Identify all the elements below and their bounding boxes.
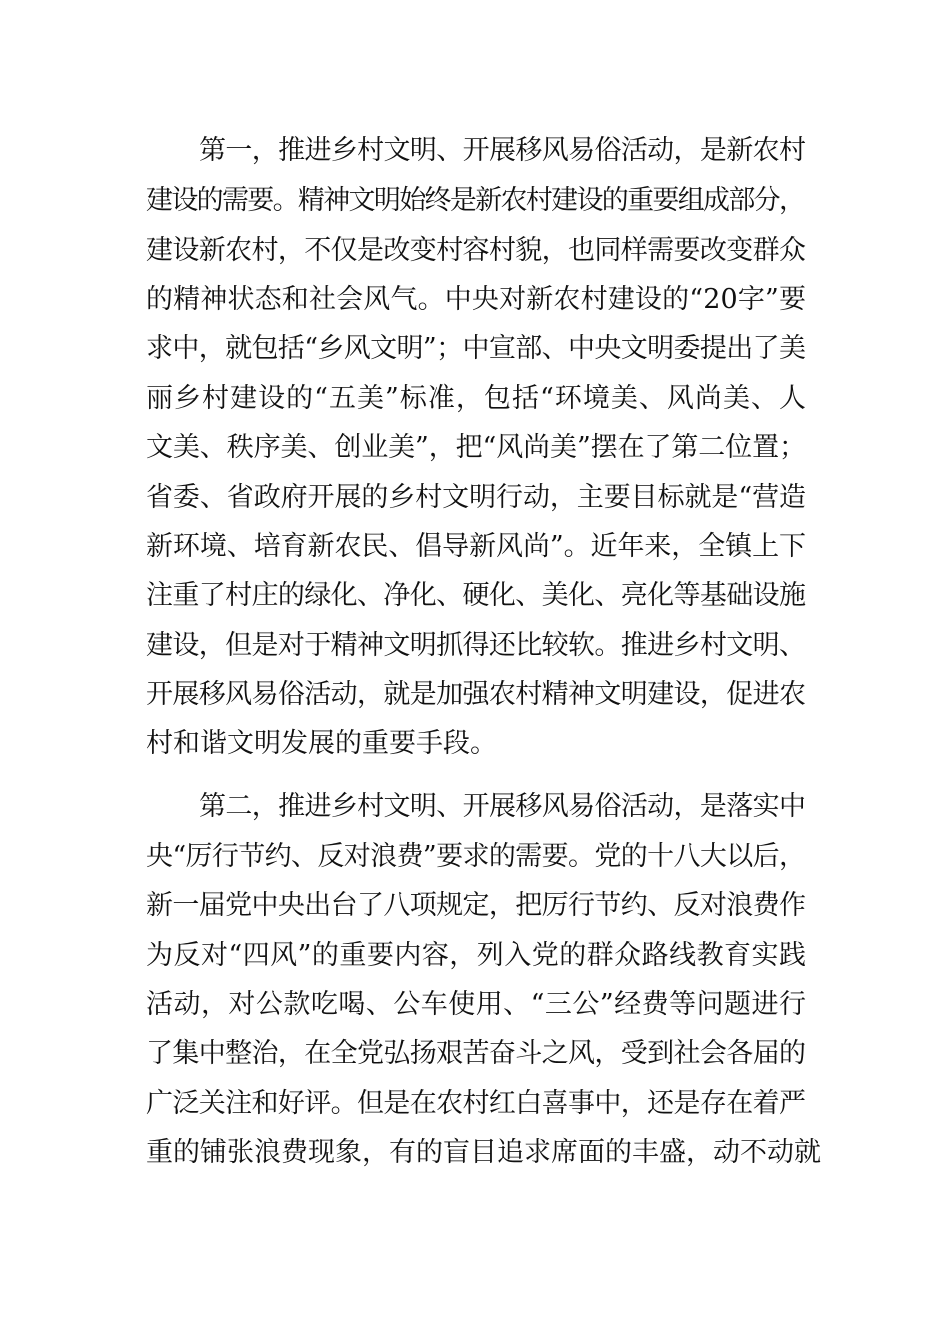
text-line: 重的铺张浪费现象，有的盲目追求席面的丰盛，动不动就 (146, 1137, 821, 1168)
text-line: 开展移风易俗活动，就是加强农村精神文明建设，促进农 (146, 679, 806, 710)
text-line: 活动，对公款吃喝、公车使用、“三公”经费等问题进行 (146, 989, 807, 1020)
text-line: 新环境、培育新农民、倡导新风尚”。近年来，全镇上下 (146, 531, 806, 562)
text-line: 村和谐文明发展的重要手段。 (146, 728, 497, 759)
text-line: 广泛关注和好评。但是在农村红白喜事中，还是存在着严 (146, 1088, 806, 1119)
text-line: 注重了村庄的绿化、净化、硬化、美化、亮化等基础设施 (146, 580, 806, 611)
text-line: 求中，就包括“乡风文明”；中宣部、中央文明委提出了美 (146, 333, 806, 364)
text-line: 央“厉行节约、反对浪费”要求的需要。党的十八大以后， (146, 841, 806, 872)
text-line: 省委、省政府开展的乡村文明行动，主要目标就是“营造 (146, 482, 806, 513)
text-line: 了集中整治，在全党弘扬艰苦奋斗之风，受到社会各届的 (146, 1038, 806, 1069)
text-line: 新一届党中央出台了八项规定，把厉行节约、反对浪费作 (146, 890, 806, 921)
text-line: 第二，推进乡村文明、开展移风易俗活动，是落实中 (199, 791, 806, 822)
text-line: 建设，但是对于精神文明抓得还比较软。推进乡村文明、 (146, 630, 806, 661)
text-line: 丽乡村建设的“五美”标准，包括“环境美、风尚美、人 (146, 383, 808, 414)
text-line: 建设新农村，不仅是改变村容村貌，也同样需要改变群众 (146, 235, 806, 266)
text-line: 为反对“四风”的重要内容，列入党的群众路线教育实践 (146, 940, 807, 971)
text-line: 的精神状态和社会风气。中央对新农村建设的“20字”要 (146, 284, 807, 315)
text-line: 文美、秩序美、创业美”，把“风尚美”摆在了第二位置； (146, 432, 806, 463)
text-line: 建设的需要。精神文明始终是新农村建设的重要组成部分， (146, 185, 805, 216)
text-line: 第一，推进乡村文明、开展移风易俗活动，是新农村 (199, 135, 806, 166)
